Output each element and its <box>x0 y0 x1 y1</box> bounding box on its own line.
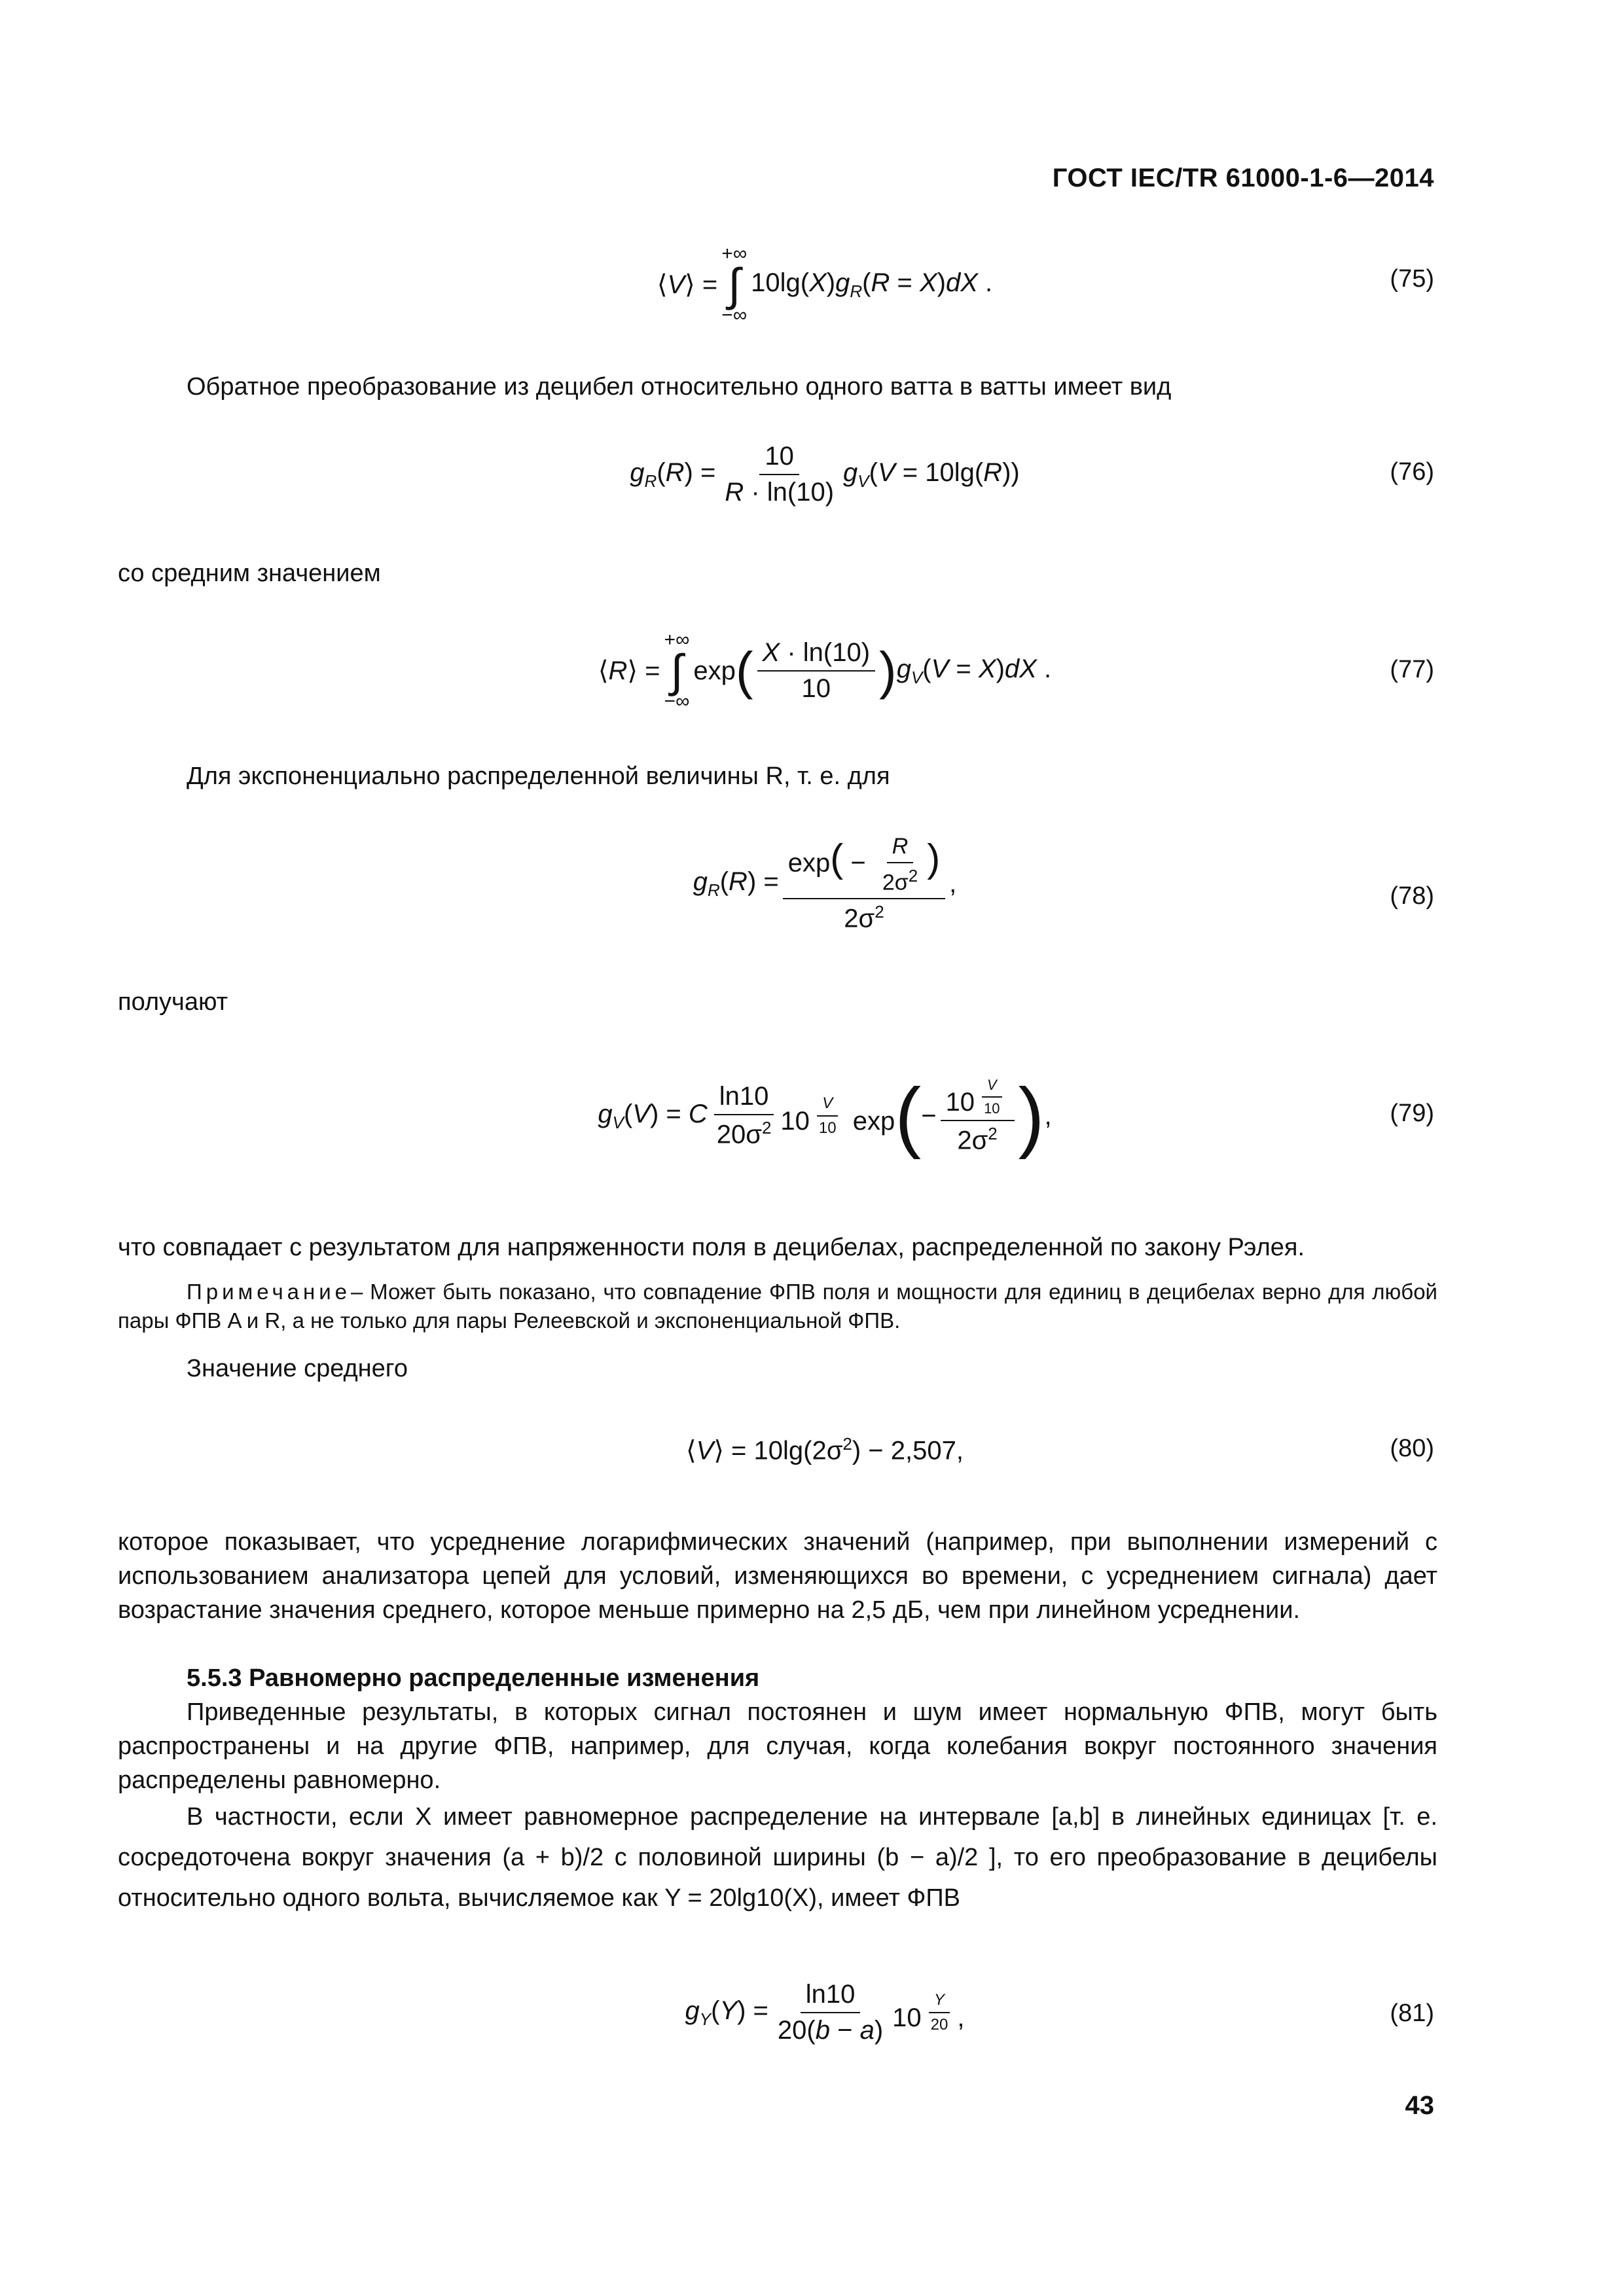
equation-number-81: (81) <box>1390 2000 1434 2027</box>
paragraph-6: Значение среднего <box>187 1355 408 1382</box>
equation-75: ⟨V⟩ = +∞ ∫ −∞ $10\lg(X)g_R(R = X)dX$ . <box>657 243 993 326</box>
paragraph-4: получают <box>118 988 228 1016</box>
equation-number-77: (77) <box>1390 656 1434 683</box>
paragraph-1: Обратное преобразование из децибел относительно одного ватта в ватты имеет вид <box>187 373 1172 401</box>
equation-number-76: (76) <box>1390 458 1434 486</box>
paragraph-7: которое показывает, что усреднение логарифмических значений (например, при выполнении измерений с использованием анализатора цепей для условий, изменяющихся во времени, с усреднением сигнала) дает возрастание значения среднего, которое меньше примерно на 2,5 дБ, чем при линейном усреднении. <box>118 1528 1437 1624</box>
paragraph-9: В частности, если X имеет равномерное распределение на интервале [a,b] в линейных единицах [т. е. сосредоточена вокруг значения (a + b)/2 с половиной ширины (b − a)/2 ], то его преобразование в децибелы относительно одного вольта, вычисляемое как Y = 20lg10(X), имеет ФПВ <box>118 1803 1437 1912</box>
equation-77: ⟨R⟩ = +∞ ∫ −∞ exp ( $\frac{X \cdot \ln(10)}{10}$ ) $g_V(V = X)dX$ . <box>598 629 1052 712</box>
paragraph-2: со средним значением <box>118 560 381 587</box>
note <box>118 1278 1437 1335</box>
document-header: ГОСТ IEC/TR 61000-1-6—2014 <box>1052 164 1434 192</box>
note-label: Примечание <box>187 1280 352 1304</box>
equation-76: $g_R(R)$ = $\frac{10}{R \cdot \ln(10)}$ $g_V(V = 10\lg(R))$ <box>630 442 1020 507</box>
paragraph-8: Приведенные результаты, в которых сигнал постоянен и шум имеет нормальную ФПВ, могут быть распространены и на другие ФПВ, например, для случая, когда колебания вокруг постоянного значения распределены равномерно. <box>118 1698 1437 1794</box>
equation-80: ⟨V⟩ = $10\lg(2\sigma^2) - 2,507$, <box>686 1433 964 1465</box>
equation-number-80: (80) <box>1390 1435 1434 1462</box>
equation-number-75: (75) <box>1390 265 1434 293</box>
paragraph-5: что совпадает с результатом для напряженности поля в децибелах, распределенной по закону Рэлея. <box>118 1234 1305 1261</box>
section-title: 5.5.3 Равномерно распределенные изменения <box>187 1664 760 1692</box>
equation-number-78: (78) <box>1390 882 1434 910</box>
paragraph-3: Для экспоненциально распределенной величины R, т. е. для <box>187 762 890 790</box>
equation-81: $g_Y(Y)$ = $\frac{\ln 10}{20(b - a)}$ 10 $^{\frac{Y}{20}}$ , <box>685 1980 965 2045</box>
page-number: 43 <box>1405 2091 1434 2120</box>
equation-78: $g_R(R)$ = exp( − $\frac{R}{2\sigma^2}$ ) $2\sigma^2$ , <box>693 833 957 933</box>
note-text: – Может быть показано, что совпадение ФПВ поля и мощности для единиц в децибелах верно для любой пары ФПВ A и R, а не только для пары Релеевской и экспоненциальной ФПВ. <box>118 1280 1437 1333</box>
equation-number-79: (79) <box>1390 1100 1434 1127</box>
equation-79: $g_V(V) = C$ $\frac{\ln 10}{20\sigma^2}$ 10 $^{\frac{V}{10}}$ exp ( − 10 $^{\frac{V}{10}}$ $2\sigma^2$ ) , <box>598 1072 1052 1160</box>
